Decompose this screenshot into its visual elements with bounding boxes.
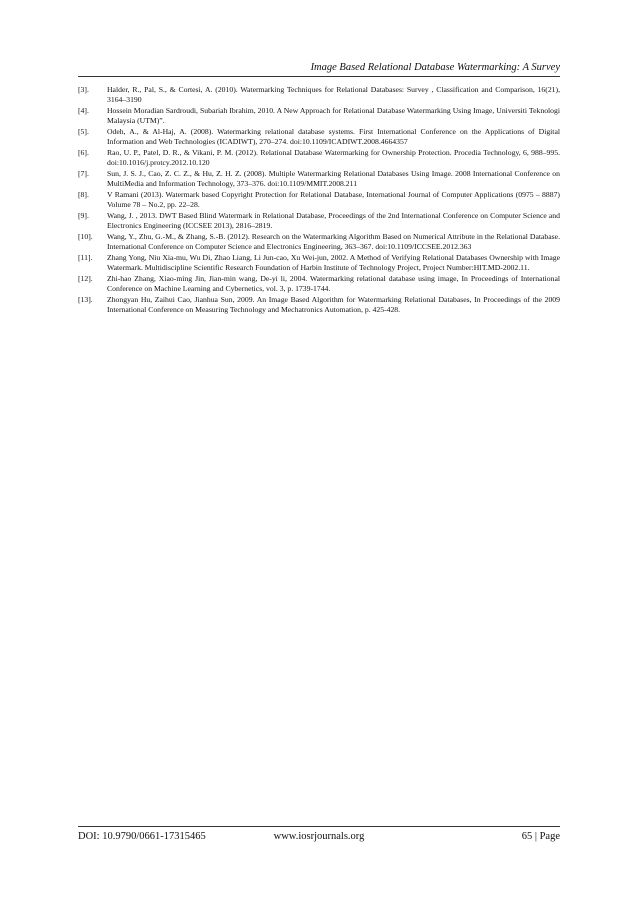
reference-number: [11]. (78, 253, 93, 262)
reference-text: Wang, J. , 2013. DWT Based Blind Watermark in Relational Database, Proceedings of the 2nd International Conference on Computer Science and Electronics Engineering (ICCSEE 2013), 2816–2819. (107, 211, 560, 231)
reference-text: Zhi-hao Zhang, Xiao-ming Jin, Jian-min wang, De-yi li, 2004. Watermarking relational database using image, In Proceedings of International Conference on Machine Learning and Cybernetics, vol. 3, p. 1739-1744. (107, 274, 560, 294)
reference-number: [7]. (78, 169, 89, 178)
reference-item (78, 169, 560, 189)
reference-item (78, 127, 560, 147)
reference-text: Sun, J. S. J., Cao, Z. C. Z., & Hu, Z. H. Z. (2008). Multiple Watermarking Relational Databases Using Image. 2008 International Conference on MultiMedia and Information Technology, 373–376. doi:10.1109/MMIT.2008.211 (107, 169, 560, 189)
reference-number: [4]. (78, 106, 89, 115)
reference-number: [13]. (78, 295, 93, 304)
reference-number: [9]. (78, 211, 89, 220)
reference-text: Zhongyan Hu, Zaihui Cao, Jianhua Sun, 2009. An Image Based Algorithm for Watermarking Relational Databases, In Proceedings of the 2009 International Conference on Measuring Technology and Mechatronics Automation, p. 425-428. (107, 295, 560, 315)
reference-item (78, 295, 560, 315)
reference-item (78, 85, 560, 105)
header-divider (78, 76, 560, 77)
reference-text: Hossein Moradian Sardroudi, Subariah Ibrahim, 2010. A New Approach for Relational Database Watermarking Using Image, Universiti Teknologi Malaysia (UTM)”. (107, 106, 560, 126)
page-footer (78, 830, 560, 844)
reference-item (78, 274, 560, 294)
reference-text: Odeh, A., & Al-Haj, A. (2008). Watermarking relational database systems. First International Conference on the Applications of Digital Information and Web Technologies (ICADIWT), 270–274. doi:10.1109/ICADIWT.2008.4664357 (107, 127, 560, 147)
reference-list (78, 85, 560, 316)
reference-item (78, 148, 560, 168)
reference-number: [12]. (78, 274, 93, 283)
reference-text: Rao, U. P., Patel, D. R., & Vikani, P. M. (2012). Relational Database Watermarking for Ownership Protection. Procedia Technology, 6, 988–995. doi:10.1016/j.protcy.2012.10.120 (107, 148, 560, 168)
reference-text: Halder, R., Pal, S., & Cortesi, A. (2010). Watermarking Techniques for Relational Databases: Survey , Classification and Comparison, 16(21), 3164–3190 (107, 85, 560, 105)
running-header: Image Based Relational Database Watermarking: A Survey (310, 62, 560, 73)
footer-page-number: 65 | Page (521, 831, 560, 842)
reference-item (78, 211, 560, 231)
reference-number: [3]. (78, 85, 89, 94)
reference-text: V Ramani (2013). Watermark based Copyright Protection for Relational Database, International Journal of Computer Applications (0975 – 8887) Volume 78 – No.2, pp. 22–28. (107, 190, 560, 210)
reference-number: [8]. (78, 190, 89, 199)
reference-text: Wang, Y., Zhu, G.-M., & Zhang, S.-B. (2012). Research on the Watermarking Algorithm Based on Numerical Attribute in the Relational Database. International Conference on Computer Science and Electronics Engineering, 363–367. doi:10.1109/ICCSEE.2012.363 (107, 232, 560, 252)
reference-number: [6]. (78, 148, 89, 157)
reference-item (78, 190, 560, 210)
footer-doi: DOI: 10.9790/0661-17315465 (78, 831, 206, 842)
reference-item (78, 232, 560, 252)
reference-number: [10]. (78, 232, 93, 241)
reference-item (78, 106, 560, 126)
footer-website-link[interactable]: www.iosrjournals.org (273, 831, 365, 842)
footer-divider (78, 826, 560, 827)
reference-number: [5]. (78, 127, 89, 136)
reference-text: Zhang Yong, Niu Xia-mu, Wu Di, Zhao Liang, Li Jun-cao, Xu Wei-jun, 2002. A Method of Verifying Relational Databases Ownership with Image Watermark. Multidiscipline Scientific Research Foundation of Harbin Institute of Technology Project, Project Number:HIT.MD-2002.11. (107, 253, 560, 273)
reference-item (78, 253, 560, 273)
